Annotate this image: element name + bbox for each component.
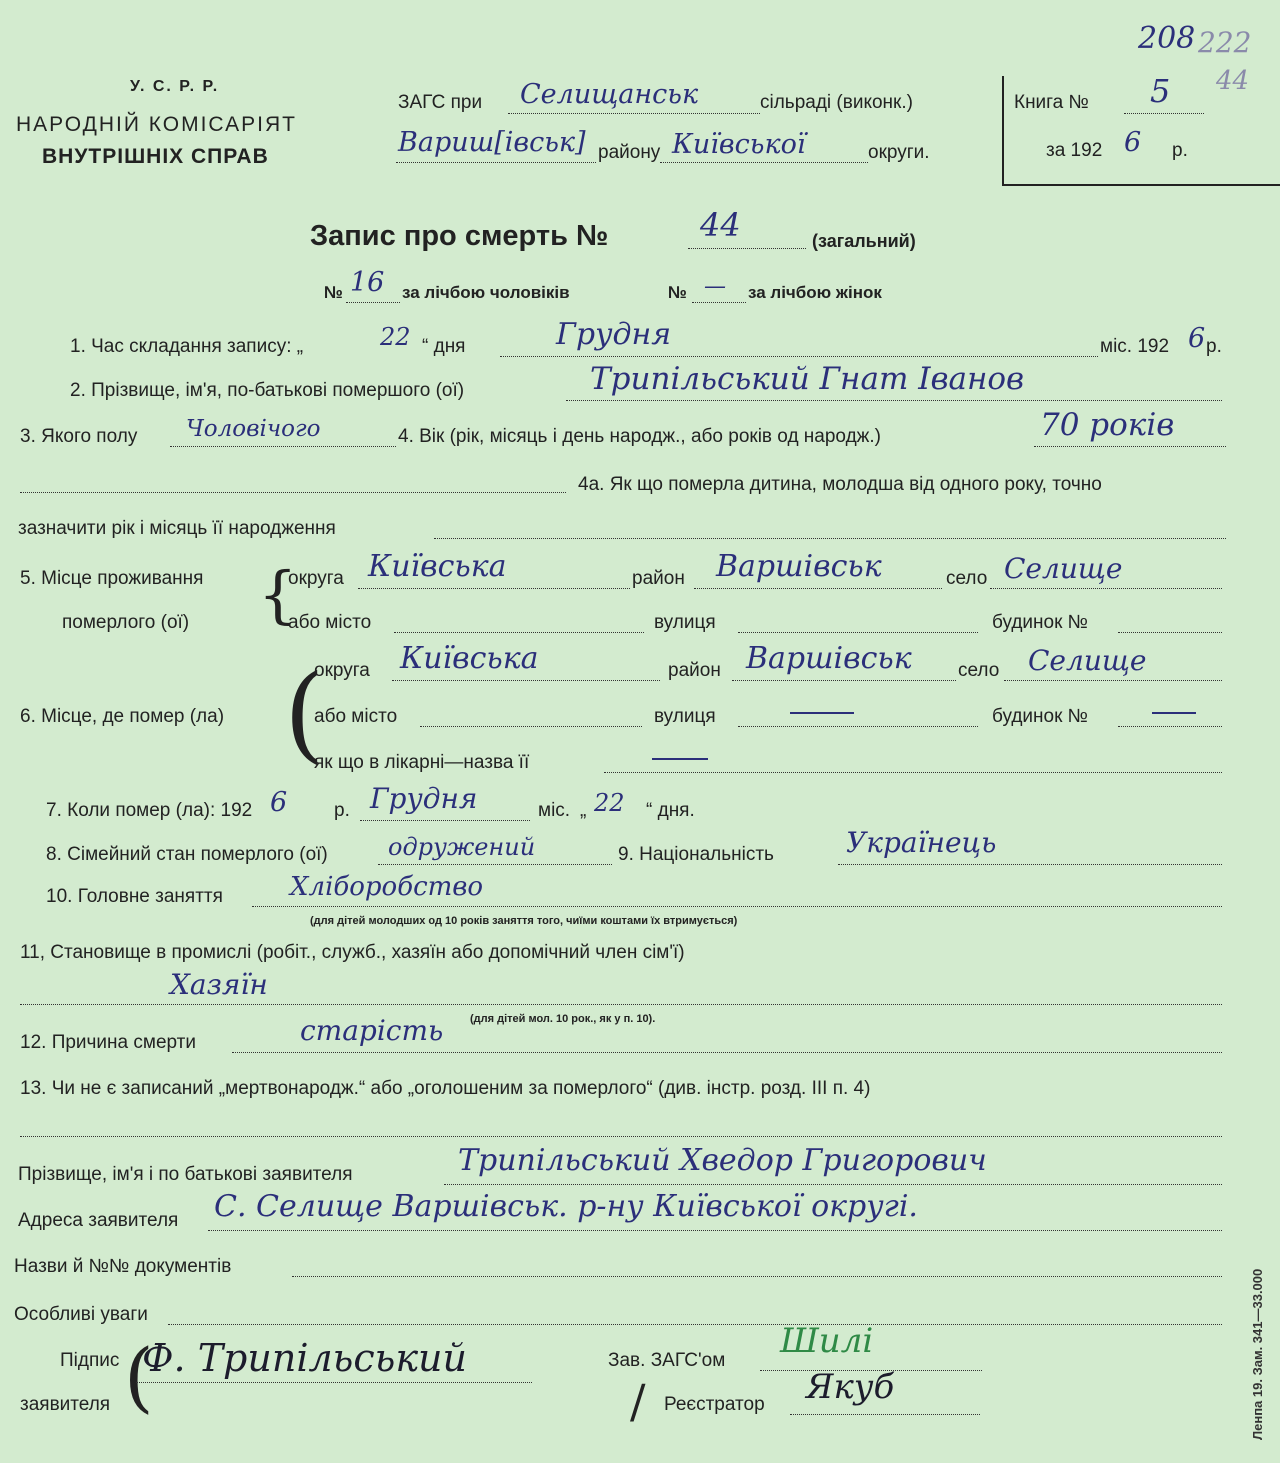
f5-raion: Варшівськ [716,549,882,584]
f2-line [566,400,1222,401]
f6-raion: Варшівськ [746,641,912,676]
f10-occupation: Хліборобство [290,872,484,902]
f4-line [1034,446,1226,447]
zags-head-label: Зав. ЗАГС'ом [608,1350,726,1371]
record-number-line [688,248,806,249]
book-year: 6 [1124,127,1142,158]
archive-number-primary: 208 [1138,21,1196,56]
zags-okruha-label: округи. [868,142,930,163]
f5-misto-line [394,632,644,633]
f10-line [252,906,1222,907]
f1-day: 22 [380,323,411,351]
zags-okruha-line [660,162,868,163]
declarant-signature: Ф. Трипільський [142,1336,467,1380]
f6-selo: Селище [1028,644,1147,677]
f6-raion-line [732,680,956,681]
header-department: ВНУТРІШНІХ СПРАВ [42,145,269,168]
f5-okruha-line [358,588,630,589]
f11-line [20,1004,1222,1005]
f5-raion-line [694,588,942,589]
f1-label: 1. Час складання запису: „ [70,336,304,357]
f10-note: (для дітей молодших од 10 років заняття того, чиїми коштами їх втримується) [310,915,738,927]
f1-month-line [500,356,1098,357]
registrar-slash: / [630,1374,646,1428]
f6-vulytsia-dash [790,712,854,714]
zags-council-label: сільраді (виконк.) [760,92,913,113]
f2-deceased-name: Трипільський Гнат Іванов [590,361,1025,397]
f5-label-2: померлого (ої) [62,612,190,633]
printer-note: Ленпа 19. Зам. 341—33.000 [1250,1268,1265,1440]
f7-year-suffix: р. [334,800,350,821]
zags-okruha: Київської [672,129,806,160]
f4-label: 4. Вік (рік, місяць і день народж., або років од народж.) [398,426,881,447]
registrar-signature: Якуб [806,1367,895,1407]
f11-position: Хазяїн [170,968,268,1001]
f12-label: 12. Причина смерти [20,1032,196,1053]
header-commissariat: НАРОДНІЙ КОМІСАРІЯТ [16,113,297,136]
record-general-label: (загальний) [812,231,916,251]
f9-nationality: Українець [846,826,997,859]
f6-okruha-label: округа [314,660,370,681]
f1-year-label: міс. 192 [1100,336,1170,357]
men-count-line [346,302,400,303]
f4a-label-2: зазначити рік і місяць її народження [18,518,336,539]
f6-raion-label: район [668,660,721,681]
f4a-label-1: 4а. Як що померла дитина, молодша від одного року, точно [578,474,1102,495]
f5-label-1: 5. Місце проживання [20,568,204,589]
f5-selo-label: село [946,568,988,589]
f13-label: 13. Чи не є записаний „мертвонародж.“ або „оголошеним за померлого“ (див. інстр. розд. III п. 4) [20,1078,871,1099]
f6-selo-label: село [958,660,1000,681]
record-number: 44 [700,206,741,244]
f5-selo: Селище [1004,552,1123,585]
book-year-suffix: р. [1172,140,1188,161]
zags-village: Селищанськ [520,79,699,110]
zags-raion-label: району [598,142,661,163]
signature-label-2: заявителя [20,1394,111,1415]
women-count-line [692,302,746,303]
f6-label: 6. Місце, де помер (ла) [20,706,225,727]
declarant-address-line [208,1230,1222,1231]
book-box-left [1002,76,1004,184]
f8-line [378,864,612,865]
f5-budynok-line [1118,632,1222,633]
archive-number-pencil-2: 44 [1216,66,1250,96]
men-count-label: за лічбою чоловіків [402,283,570,302]
f6-selo-line [1004,680,1222,681]
f10-label: 10. Головне заняття [46,886,223,907]
special-notes-line [168,1324,1222,1325]
f5-okruha-label: округа [288,568,344,589]
f1-year: 6 [1188,323,1206,354]
f7-month: Грудня [370,782,478,815]
women-count: — [704,274,726,299]
zags-raion-line [396,162,596,163]
f1-year-suffix: р. [1206,336,1222,357]
f11-label: 11, Становище в промислі (робіт., служб., хазяїн або допомічний член сім'ї) [20,942,685,963]
zags-head-signature: Шилі [780,1321,874,1361]
f6-brace: ( [284,652,325,774]
f6-budynok-dash [1152,712,1196,714]
f5-raion-label: район [632,568,685,589]
book-label: Книга № [1014,92,1089,113]
archive-number-pencil: 222 [1198,26,1252,59]
f5-budynok-label: будинок № [992,612,1089,633]
special-notes-label: Особливі уваги [14,1304,148,1325]
f6-likarnia-label: як що в лікарні—назва її [314,752,530,773]
documents-label: Назви й №№ документів [14,1256,232,1277]
f6-budynok-line [1118,726,1222,727]
f12-cause-of-death: старість [300,1014,444,1047]
men-count-prefix: № [324,283,343,302]
book-year-label: за 192 [1046,140,1103,161]
f3-sex: Чоловічого [186,416,321,442]
f7-day-open: „ [580,800,587,821]
f7-month-line [360,820,530,821]
f7-day-label: “ дня. [646,800,695,821]
f6-likarnia-dash [652,758,708,760]
registrar-line [790,1414,980,1415]
f7-label: 7. Коли помер (ла): 192 [46,800,253,821]
book-number-line [1124,113,1204,114]
f1-day-label: “ дня [422,336,466,357]
declarant-signature-line [136,1382,532,1383]
book-number: 5 [1150,72,1171,110]
f6-likarnia-line [604,772,1222,773]
f6-budynok-label: будинок № [992,706,1089,727]
f3-label: 3. Якого полу [20,426,138,447]
f8-marital-status: одружений [388,833,536,861]
signature-brace: ( [124,1332,154,1421]
f7-year: 6 [270,787,288,818]
f11-note: (для дітей мол. 10 рок., як у п. 10). [470,1013,656,1025]
f5-vulytsia-label: вулиця [654,612,716,633]
f6-okruha-line [392,680,660,681]
f3-line [170,446,396,447]
f6-misto-label: або місто [314,706,398,727]
f1-month: Грудня [556,317,672,352]
registrar-label: Реєстратор [664,1394,765,1415]
zags-village-line [508,113,760,114]
f5-misto-label: або місто [288,612,372,633]
f5-selo-line [990,588,1222,589]
f5-brace: { [258,558,298,631]
declarant-address: С. Селище Варшівськ. р-ну Київської округі. [214,1189,918,1224]
declarant-name: Трипільський Хведор Григорович [458,1143,987,1178]
f6-misto-line [420,726,642,727]
f9-line [838,864,1222,865]
header-state: У. С. Р. Р. [130,78,220,95]
women-count-label: за лічбою жінок [748,283,882,302]
declarant-name-label: Прізвище, ім'я і по батькові заявителя [18,1164,353,1185]
declarant-address-label: Адреса заявителя [18,1210,179,1231]
declarant-name-line [444,1184,1222,1185]
f4-age: 70 років [1040,407,1175,443]
f5-okruha: Київська [368,549,507,584]
f5-vulytsia-line [738,632,978,633]
zags-label: ЗАГС при [398,92,483,113]
f7-month-label: міс. [538,800,571,821]
f4a-line-1 [20,492,566,493]
f6-okruha: Київська [400,641,539,676]
f9-label: 9. Національність [618,844,774,865]
f6-vulytsia-label: вулиця [654,706,716,727]
f13-line [20,1136,1222,1137]
women-count-prefix: № [668,283,687,302]
f8-label: 8. Сімейний стан померлого (ої) [46,844,328,865]
record-title: Запис про смерть № [310,220,609,252]
documents-line [292,1276,1222,1277]
men-count: 16 [350,267,385,298]
zags-raion: Вариш[івськ] [398,127,586,158]
f7-day: 22 [594,789,625,817]
signature-label-1: Підпис [60,1350,120,1371]
f4a-line-2 [434,538,1226,539]
f12-line [232,1052,1222,1053]
f2-label: 2. Прізвище, ім'я, по-батькові помершого (ої) [70,380,465,401]
book-box-bottom [1002,184,1280,186]
f6-vulytsia-line [738,726,978,727]
